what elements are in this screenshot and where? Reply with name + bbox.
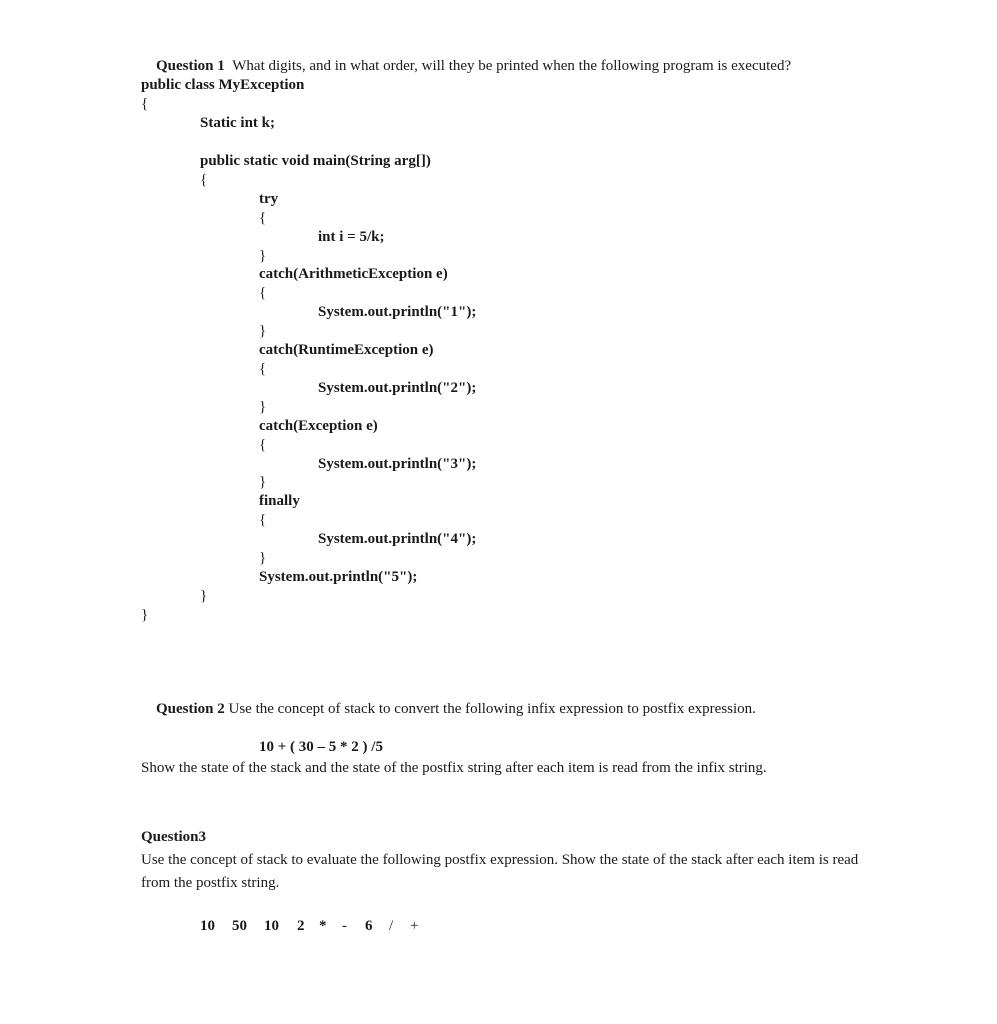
code-after-finally: System.out.println("5"); <box>259 569 418 585</box>
code-finally-body: System.out.println("4"); <box>318 531 477 547</box>
question-2-heading: Question 2 <box>156 701 225 717</box>
code-catch-2: catch(RuntimeException e) <box>259 342 434 358</box>
code-try-body: int i = 5/k; <box>318 229 385 245</box>
code-brace: } <box>259 399 267 415</box>
question-2 <box>141 681 756 738</box>
postfix-token: * <box>319 918 327 934</box>
code-brace: { <box>200 172 208 188</box>
code-brace: { <box>259 285 267 301</box>
code-catch-1-body: System.out.println("1"); <box>318 304 477 320</box>
code-catch-3: catch(Exception e) <box>259 418 378 434</box>
code-catch-2-body: System.out.println("2"); <box>318 380 477 396</box>
code-brace: } <box>200 588 208 604</box>
code-try: try <box>259 191 279 207</box>
postfix-token: + <box>410 918 419 934</box>
code-finally: finally <box>259 493 300 509</box>
postfix-token: / <box>389 918 394 934</box>
code-brace: } <box>259 474 267 490</box>
code-brace: { <box>259 512 267 528</box>
infix-expression: 10 + ( 30 – 5 * 2 ) /5 <box>259 739 383 755</box>
postfix-token: 50 <box>232 918 247 934</box>
code-brace: } <box>141 607 149 623</box>
postfix-token: - <box>342 918 347 934</box>
code-catch-3-body: System.out.println("3"); <box>318 456 477 472</box>
question-2-instruction: Show the state of the stack and the state of the postfix string after each item is read from the infix string. <box>141 760 767 776</box>
code-brace: { <box>259 437 267 453</box>
code-brace: { <box>259 361 267 377</box>
code-catch-1: catch(ArithmeticException e) <box>259 266 448 282</box>
code-brace: { <box>259 210 267 226</box>
code-class-decl: public class MyException <box>141 77 305 93</box>
code-brace: } <box>259 323 267 339</box>
question-1-heading: Question 1 <box>156 58 225 74</box>
code-brace: } <box>259 550 267 566</box>
code-brace: { <box>141 96 149 112</box>
code-field: Static int k; <box>200 115 275 131</box>
code-brace: } <box>259 248 267 264</box>
postfix-token: 2 <box>297 918 305 934</box>
question-2-prompt: Use the concept of stack to convert the following infix expression to postfix expression. <box>228 701 756 717</box>
postfix-token: 10 <box>200 918 215 934</box>
postfix-token: 6 <box>365 918 373 934</box>
code-main-decl: public static void main(String arg[]) <box>200 153 431 169</box>
postfix-token: 10 <box>264 918 279 934</box>
question-1-prompt: What digits, and in what order, will they be printed when the following program is executed? <box>232 58 792 74</box>
question-3-heading: Question3 <box>141 829 207 845</box>
question-3-prompt: Use the concept of stack to evaluate the following postfix expression. Show the state of the stack after each item is read from the postfix string. <box>141 852 859 891</box>
